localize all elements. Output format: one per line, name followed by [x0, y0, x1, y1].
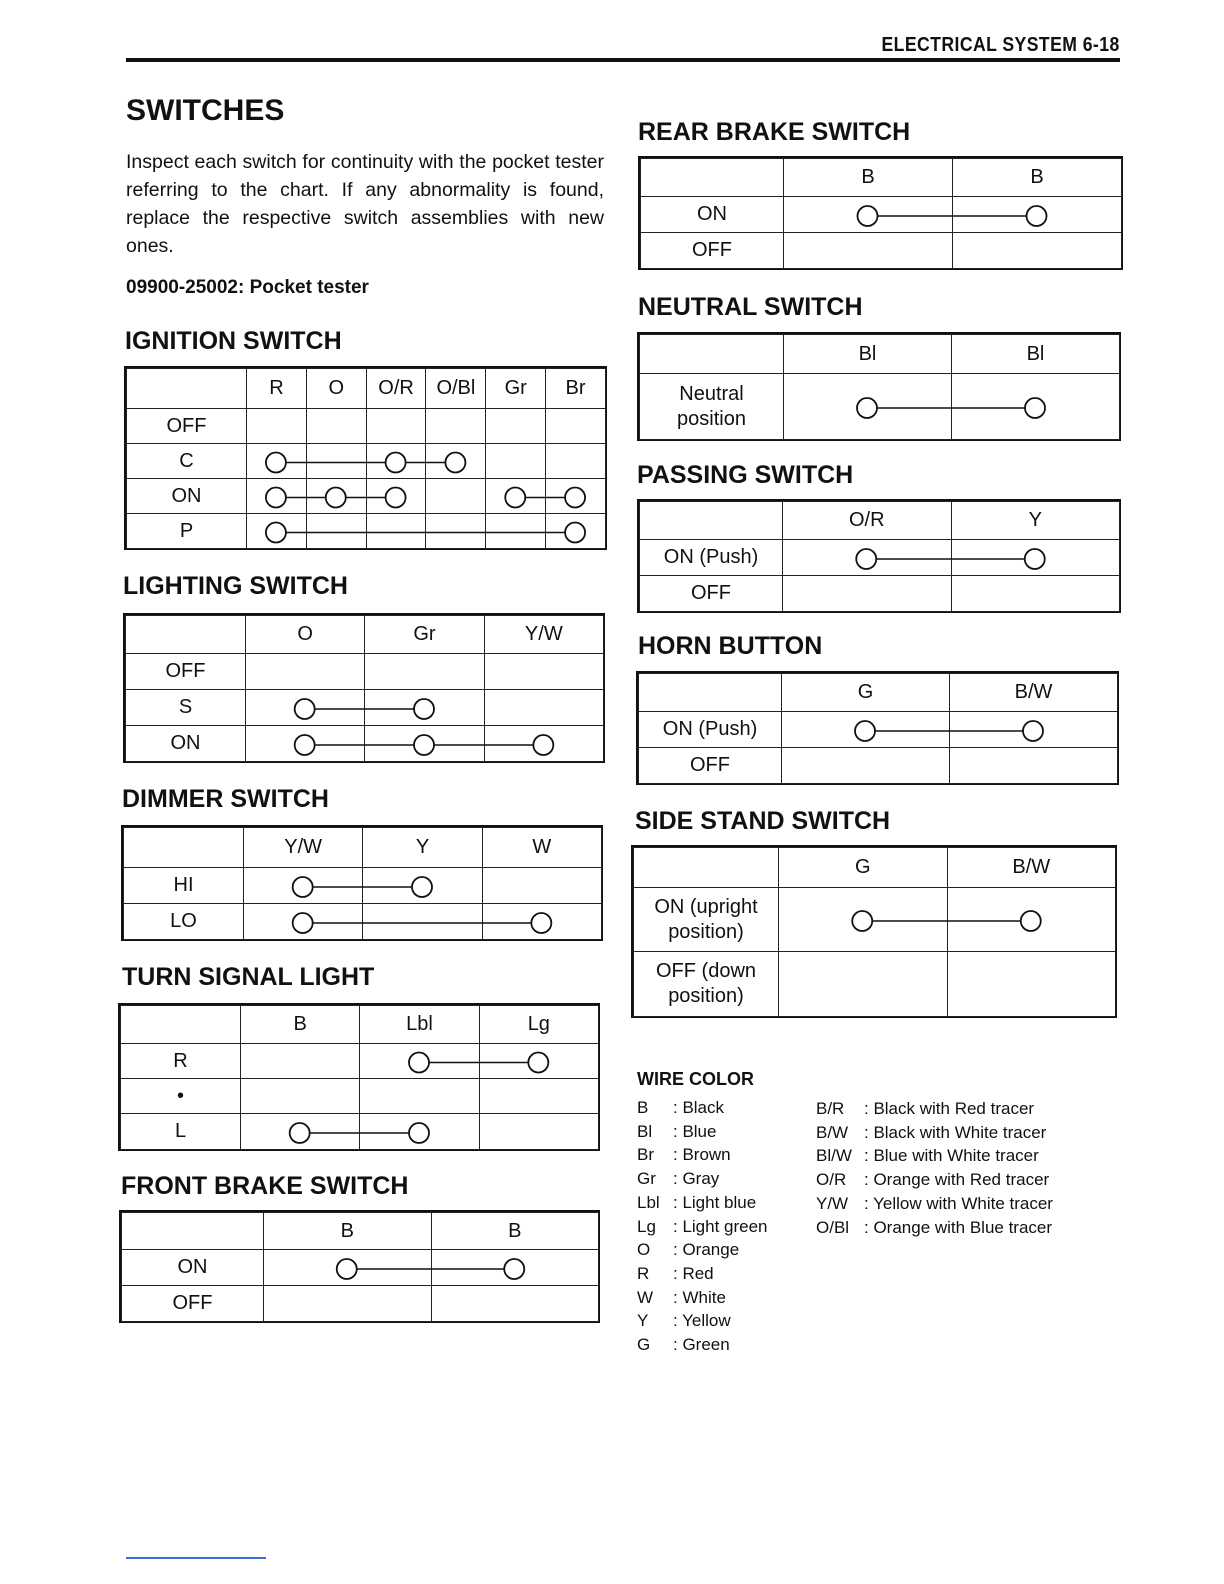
wire-code: Lg — [637, 1216, 656, 1236]
page-header: ELECTRICAL SYSTEM 6-18 — [881, 34, 1120, 56]
row-label: OFF — [640, 576, 783, 612]
wire-color-item — [637, 1096, 724, 1120]
wire-code: Gr — [637, 1169, 656, 1189]
row-label: P — [127, 514, 247, 549]
table-header-row — [122, 1213, 599, 1250]
continuity-cell — [241, 1079, 360, 1114]
continuity-cell — [486, 444, 546, 479]
table-row — [640, 374, 1120, 440]
continuity-cell — [546, 409, 606, 444]
continuity-cell — [784, 197, 953, 233]
continuity-cell — [244, 904, 363, 940]
row-label: ON — [122, 1250, 264, 1286]
section-title: SWITCHES — [126, 94, 285, 127]
continuity-cell — [247, 444, 307, 479]
table-row — [121, 1114, 599, 1150]
continuity-cell — [366, 514, 426, 549]
wire-color-item — [637, 1262, 714, 1286]
row-label: OFF — [641, 233, 784, 269]
wire-code: Bl/W — [816, 1146, 852, 1166]
table-row — [121, 1079, 599, 1114]
table-neutral — [637, 332, 1121, 441]
continuity-cell — [784, 374, 952, 440]
wire-color-name: : Orange with Red tracer — [864, 1170, 1050, 1190]
column-header: B — [953, 159, 1122, 197]
table-row — [641, 233, 1122, 269]
table-rear_brake — [638, 156, 1123, 270]
table-ignition — [124, 366, 607, 550]
wire-color-name: : Black with White tracer — [864, 1122, 1047, 1142]
continuity-cell — [783, 540, 952, 576]
continuity-cell — [241, 1044, 360, 1079]
table-title-horn: HORN BUTTON — [638, 632, 823, 660]
table-lighting — [123, 613, 605, 763]
row-label: ON (Push) — [639, 712, 782, 748]
wire-color-name: : Black with Red tracer — [864, 1099, 1035, 1118]
row-label: S — [126, 690, 246, 726]
corner-cell — [122, 1213, 264, 1250]
column-header: B/W — [947, 848, 1116, 888]
column-header: Y — [951, 502, 1120, 540]
wire-color-name: : Yellow with White tracer — [864, 1193, 1053, 1213]
continuity-cell — [366, 444, 426, 479]
table-header-row — [124, 828, 602, 868]
continuity-cell — [484, 690, 603, 726]
tool-reference: 09900-25002: Pocket tester — [126, 277, 369, 298]
column-header: Lbl — [360, 1006, 479, 1044]
continuity-cell — [360, 1079, 479, 1114]
wire-color-item — [637, 1143, 731, 1167]
column-header: B — [784, 159, 953, 197]
continuity-cell — [546, 444, 606, 479]
wire-code: O/Bl — [816, 1217, 850, 1237]
table-title-lighting: LIGHTING SWITCH — [123, 572, 348, 600]
table-passing — [637, 499, 1121, 613]
table-dimmer — [121, 825, 603, 941]
continuity-cell — [363, 904, 482, 940]
table-row — [127, 409, 606, 444]
table-header-row — [634, 848, 1116, 888]
wire-color-name: : Orange with Blue tracer — [864, 1217, 1053, 1237]
continuity-cell — [246, 690, 365, 726]
continuity-cell — [426, 444, 486, 479]
wire-code: W — [637, 1287, 654, 1307]
corner-cell — [641, 159, 784, 197]
row-label: R — [121, 1044, 241, 1079]
column-header: Lg — [479, 1006, 598, 1044]
table-title-rear_brake: REAR BRAKE SWITCH — [638, 118, 911, 146]
table-row — [122, 1250, 599, 1286]
row-label: • — [121, 1079, 241, 1114]
continuity-cell — [947, 952, 1116, 1017]
row-label: OFF (down position) — [634, 952, 779, 1017]
continuity-cell — [947, 888, 1116, 952]
continuity-cell — [784, 233, 953, 269]
continuity-cell — [360, 1114, 479, 1150]
continuity-cell — [482, 904, 601, 940]
row-label: C — [127, 444, 247, 479]
table-row — [124, 868, 602, 904]
wire-code: R — [637, 1263, 650, 1283]
column-header: Bl — [952, 335, 1120, 374]
continuity-cell — [779, 952, 948, 1017]
table-title-passing: PASSING SWITCH — [637, 461, 854, 489]
wire-color-name: : White — [673, 1287, 726, 1307]
table-title-ignition: IGNITION SWITCH — [125, 327, 342, 355]
wire-code: Y — [637, 1311, 649, 1331]
wire-color-item — [637, 1286, 726, 1310]
column-header: B/W — [950, 674, 1118, 712]
wire-color-item — [816, 1192, 1053, 1216]
table-turn — [118, 1003, 600, 1151]
continuity-cell — [482, 868, 601, 904]
row-label: ON — [641, 197, 784, 233]
column-header: G — [779, 848, 948, 888]
continuity-cell — [950, 712, 1118, 748]
wire-color-name: : Blue — [673, 1121, 717, 1141]
continuity-cell — [779, 888, 948, 952]
corner-cell — [634, 848, 779, 888]
wire-code: B/W — [816, 1122, 849, 1142]
continuity-cell — [426, 409, 486, 444]
table-row — [634, 952, 1116, 1017]
wire-color-name: : Yellow — [673, 1311, 731, 1331]
continuity-cell — [264, 1250, 432, 1286]
column-header: O/R — [783, 502, 952, 540]
wire-code: G — [637, 1335, 651, 1354]
column-header: Gr — [486, 369, 546, 409]
column-header: Y/W — [244, 828, 363, 868]
table-title-dimmer: DIMMER SWITCH — [122, 785, 329, 813]
row-label: OFF — [126, 654, 246, 690]
table-header-row — [640, 335, 1120, 374]
row-label: L — [121, 1114, 241, 1150]
continuity-cell — [484, 654, 603, 690]
table-title-turn: TURN SIGNAL LIGHT — [122, 963, 375, 991]
continuity-cell — [951, 576, 1120, 612]
row-label: ON (Push) — [640, 540, 783, 576]
column-header: Bl — [784, 335, 952, 374]
corner-cell — [121, 1006, 241, 1044]
row-label: ON — [126, 726, 246, 762]
table-row — [639, 712, 1118, 748]
continuity-cell — [486, 514, 546, 549]
table-title-side_stand: SIDE STAND SWITCH — [635, 807, 891, 835]
continuity-cell — [486, 479, 546, 514]
continuity-cell — [952, 374, 1120, 440]
continuity-cell — [247, 514, 307, 549]
column-header: G — [782, 674, 950, 712]
continuity-cell — [479, 1114, 598, 1150]
table-title-front_brake: FRONT BRAKE SWITCH — [121, 1172, 409, 1200]
wire-color-name: : Gray — [673, 1169, 720, 1189]
continuity-cell — [953, 233, 1122, 269]
continuity-cell — [479, 1044, 598, 1079]
table-row — [126, 726, 604, 762]
header-rule — [126, 58, 1120, 62]
continuity-cell — [951, 540, 1120, 576]
table-side_stand — [631, 845, 1117, 1018]
bottom-link-line — [126, 1557, 266, 1559]
row-label: OFF — [122, 1286, 264, 1322]
continuity-cell — [264, 1286, 432, 1322]
continuity-cell — [431, 1250, 599, 1286]
continuity-cell — [782, 748, 950, 784]
continuity-cell — [486, 409, 546, 444]
wire-color-item — [816, 1144, 1039, 1168]
table-header-row — [121, 1006, 599, 1044]
column-header: O — [306, 369, 366, 409]
wire-color-item — [816, 1097, 1034, 1121]
table-header-row — [127, 369, 606, 409]
continuity-cell — [241, 1114, 360, 1150]
wire-color-name: : Orange — [673, 1240, 740, 1260]
continuity-cell — [247, 409, 307, 444]
continuity-cell — [244, 868, 363, 904]
continuity-cell — [365, 690, 484, 726]
corner-cell — [639, 674, 782, 712]
column-header: O/Bl — [426, 369, 486, 409]
column-header: B — [241, 1006, 360, 1044]
table-row — [126, 690, 604, 726]
row-label: OFF — [127, 409, 247, 444]
corner-cell — [126, 616, 246, 654]
table-row — [640, 540, 1120, 576]
column-header: B — [431, 1213, 599, 1250]
column-header: Gr — [365, 616, 484, 654]
continuity-cell — [246, 654, 365, 690]
wire-color-name: : Light blue — [673, 1192, 757, 1212]
wire-color-item — [637, 1191, 756, 1215]
table-row — [634, 888, 1116, 952]
continuity-cell — [426, 514, 486, 549]
continuity-cell — [426, 479, 486, 514]
continuity-cell — [366, 409, 426, 444]
wire-code: Bl — [637, 1121, 653, 1141]
table-header-row — [641, 159, 1122, 197]
continuity-cell — [782, 712, 950, 748]
row-label: Neutral position — [640, 374, 784, 440]
table-row — [127, 479, 606, 514]
wire-color-name: : Green — [673, 1335, 730, 1354]
row-label: OFF — [639, 748, 782, 784]
wire-color-item — [816, 1168, 1049, 1192]
continuity-cell — [365, 726, 484, 762]
table-row — [124, 904, 602, 940]
column-header: Y/W — [484, 616, 603, 654]
continuity-cell — [363, 868, 482, 904]
wire-code: O — [637, 1240, 651, 1260]
table-header-row — [639, 674, 1118, 712]
table-header-row — [640, 502, 1120, 540]
table-row — [126, 654, 604, 690]
wire-color-title: WIRE COLOR — [637, 1069, 754, 1089]
continuity-cell — [953, 197, 1122, 233]
table-horn — [636, 671, 1119, 785]
wire-code: B/R — [816, 1099, 845, 1118]
continuity-cell — [546, 479, 606, 514]
wire-color-item — [816, 1216, 1052, 1240]
corner-cell — [127, 369, 247, 409]
table-row — [639, 748, 1118, 784]
table-row — [641, 197, 1122, 233]
continuity-cell — [360, 1044, 479, 1079]
wire-color-name: : Black — [673, 1098, 725, 1117]
table-row — [127, 514, 606, 549]
row-label: ON (upright position) — [634, 888, 779, 952]
table-front_brake — [119, 1210, 600, 1323]
row-label: ON — [127, 479, 247, 514]
wire-color-item — [637, 1333, 730, 1357]
wire-code: B — [637, 1098, 649, 1117]
column-header: Br — [546, 369, 606, 409]
continuity-cell — [484, 726, 603, 762]
wire-color-name: : Blue with White tracer — [864, 1146, 1039, 1166]
wire-code: O/R — [816, 1170, 847, 1190]
continuity-cell — [306, 479, 366, 514]
wire-color-item — [816, 1121, 1046, 1145]
corner-cell — [124, 828, 244, 868]
continuity-cell — [431, 1286, 599, 1322]
wire-color-item — [637, 1167, 719, 1191]
table-header-row — [126, 616, 604, 654]
continuity-cell — [546, 514, 606, 549]
column-header: Y — [363, 828, 482, 868]
wire-color-name: : Brown — [673, 1145, 731, 1165]
row-label: LO — [124, 904, 244, 940]
continuity-cell — [306, 409, 366, 444]
table-row — [121, 1044, 599, 1079]
wire-color-item — [637, 1215, 768, 1239]
continuity-cell — [306, 514, 366, 549]
wire-code: Lbl — [637, 1192, 660, 1212]
column-header: R — [247, 369, 307, 409]
table-title-neutral: NEUTRAL SWITCH — [638, 293, 863, 321]
wire-color-name: : Light green — [673, 1216, 768, 1236]
corner-cell — [640, 335, 784, 374]
wire-color-item — [637, 1238, 739, 1262]
wire-color-item — [637, 1120, 716, 1144]
continuity-cell — [247, 479, 307, 514]
continuity-cell — [365, 654, 484, 690]
continuity-cell — [366, 479, 426, 514]
table-row — [122, 1286, 599, 1322]
continuity-cell — [783, 576, 952, 612]
continuity-cell — [306, 444, 366, 479]
continuity-cell — [246, 726, 365, 762]
wire-code: Y/W — [816, 1193, 849, 1213]
table-row — [640, 576, 1120, 612]
continuity-cell — [479, 1079, 598, 1114]
corner-cell — [640, 502, 783, 540]
wire-color-name: : Red — [673, 1263, 714, 1283]
continuity-cell — [950, 748, 1118, 784]
column-header: W — [482, 828, 601, 868]
column-header: B — [264, 1213, 432, 1250]
table-row — [127, 444, 606, 479]
intro-paragraph: Inspect each switch for continuity with the pocket tester referring to the chart. If any abnormality is found, replace the respective switch assemblies with new ones. — [126, 151, 604, 257]
column-header: O — [246, 616, 365, 654]
row-label: HI — [124, 868, 244, 904]
column-header: O/R — [366, 369, 426, 409]
wire-color-item — [637, 1309, 731, 1333]
wire-code: Br — [637, 1145, 654, 1165]
